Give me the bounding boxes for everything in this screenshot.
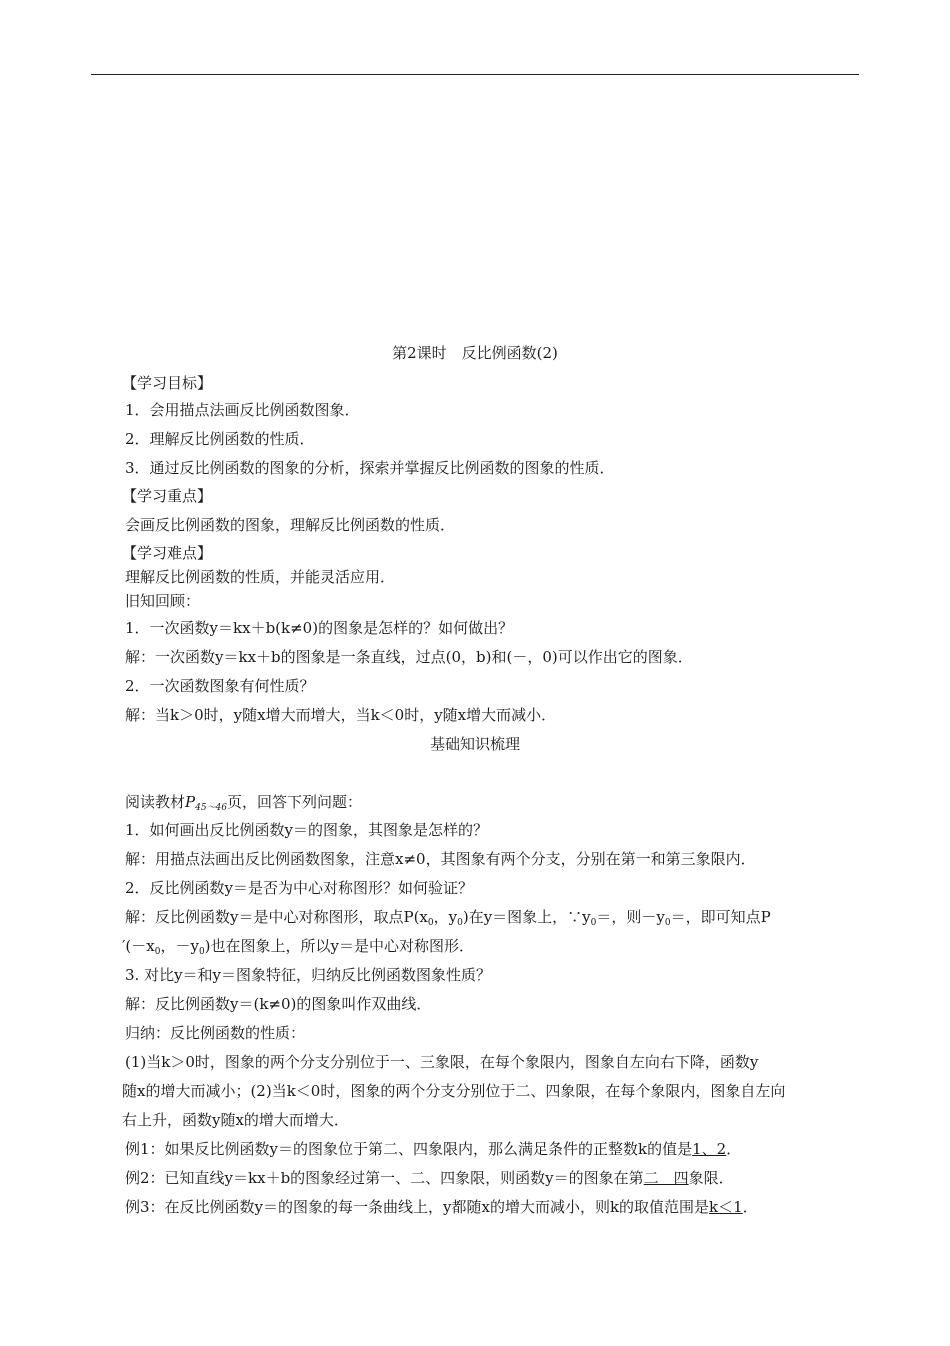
difficult-text: 理解反比例函数的性质，并能灵活应用．: [125, 568, 396, 586]
answer-2-line-1: 解：反比例函数y＝是中心对称图形，取点$P(x_0$，$y_0$)在y＝图象上，$\because y_0=$，则$-y_0=$，即可知点P: [125, 908, 771, 928]
answer-1: 解：用描点法画出反比例函数图象，注意x≠0，其图象有两个分支，分别在第一和第三象限内．: [125, 850, 756, 868]
goal-item-1: 1．会用描点法画反比例函数图象．: [125, 401, 360, 419]
review-a2: 解：当k＞0时，y随x增大而增大，当k＜0时，y随x增大而减小．: [125, 706, 557, 724]
example-3-answer: k＜1: [709, 1198, 743, 1216]
answer-2-line-2: $'(-x_0$，$-y_0$)也在图象上，所以y＝是中心对称图形．: [122, 937, 474, 957]
example-2-answer: 二 四: [643, 1169, 689, 1187]
question-2: 2．反比例函数y＝是否为中心对称图形？如何验证？: [125, 879, 474, 897]
lesson-title: 第2课时 反比例函数(2): [392, 344, 558, 362]
example-3: 例3：在反比例函数y＝的图象的每一条曲线上，y都随x的增大而减小，则k的取值范围是k＜1．: [125, 1198, 758, 1216]
summary-line-3: 右上升，函数y随x的增大而增大．: [122, 1111, 349, 1129]
key-text: 会画反比例函数的图象，理解反比例函数的性质．: [125, 516, 456, 534]
read-instruction: 阅读教材$P_{45\sim 46}$页，回答下列问题：: [125, 793, 363, 813]
goal-item-3: 3．通过反比例函数的图象的分析，探索并掌握反比例函数的图象的性质．: [125, 459, 615, 477]
review-q2: 2．一次函数图象有何性质？: [125, 677, 315, 695]
difficult-heading: 【学习难点】: [122, 544, 213, 562]
review-q1: 1．一次函数y＝kx＋b(k≠0)的图象是怎样的？如何做出？: [125, 619, 514, 637]
header-rule: [91, 74, 859, 75]
review-heading: 旧知回顾：: [125, 592, 201, 610]
answer-3: 解：反比例函数y＝(k≠0)的图象叫作双曲线．: [125, 995, 432, 1013]
question-1: 1．如何画出反比例函数y＝的图象，其图象是怎样的？: [125, 821, 489, 839]
example-1-answer: 1、2: [692, 1140, 727, 1158]
example-1: 例1：如果反比例函数y＝的图象位于第二、四象限内，那么满足条件的正整数k的值是1、2．: [125, 1140, 742, 1158]
section-heading: 基础知识梳理: [429, 735, 520, 753]
example-2: 例2：已知直线y＝kx＋b的图象经过第一、二、四象限，则函数y＝的图象在第二 四象限．: [125, 1169, 734, 1187]
question-3: 3. 对比y＝和y＝图象特征，归纳反比例函数图象性质？: [125, 966, 492, 984]
goals-heading: 【学习目标】: [122, 374, 213, 392]
key-heading: 【学习重点】: [122, 487, 213, 505]
summary-line-1: (1)当k＞0时，图象的两个分支分别位于一、三象限，在每个象限内，图象自左向右下降，函数y: [125, 1053, 759, 1071]
review-a1: 解：一次函数y＝kx＋b的图象是一条直线，过点(0，b)和(－，0)可以作出它的图象．: [125, 648, 693, 666]
summary-heading: 归纳：反比例函数的性质：: [125, 1024, 306, 1042]
summary-line-2: 随x的增大而减小；(2)当k＜0时，图象的两个分支分别位于二、四象限，在每个象限内，图象自左向: [122, 1082, 786, 1100]
goal-item-2: 2．理解反比例函数的性质．: [125, 430, 315, 448]
